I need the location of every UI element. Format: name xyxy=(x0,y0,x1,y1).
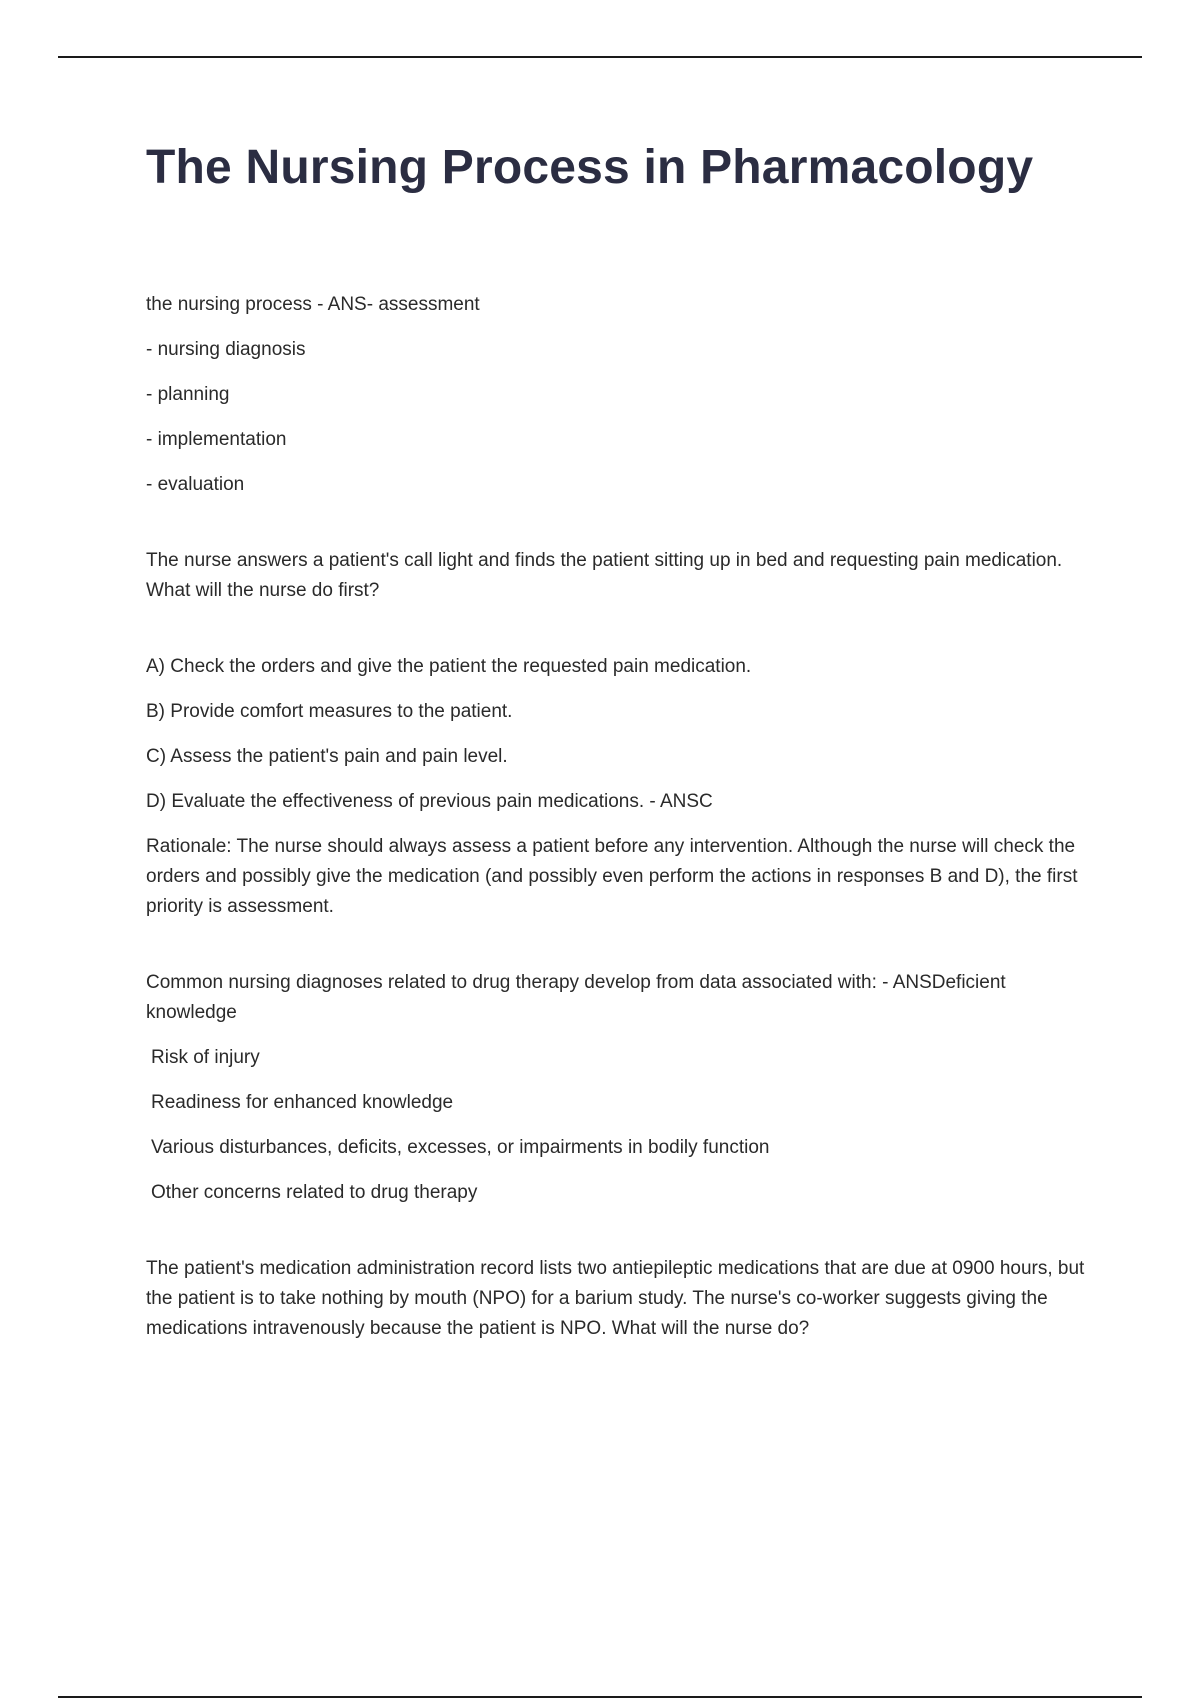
list-item: Other concerns related to drug therapy xyxy=(151,1182,478,1203)
question-text: Common nursing diagnoses related to drug therapy develop from data associated with: - ANSDeficient knowledge xyxy=(146,972,1006,1023)
section-antiepileptic-question xyxy=(146,1254,1086,1344)
list-item: - implementation xyxy=(146,429,287,450)
bottom-divider xyxy=(58,1696,1142,1698)
list-item: - planning xyxy=(146,384,230,405)
list-item: - evaluation xyxy=(146,474,245,495)
question-text: The nurse answers a patient's call light and finds the patient sitting up in bed and requesting pain medication. What will the nurse do first? xyxy=(146,550,1063,601)
document-body xyxy=(146,290,1086,1359)
top-divider xyxy=(58,56,1142,58)
list-item: the nursing process - ANS- assessment xyxy=(146,294,480,315)
section-call-light-question xyxy=(146,546,1086,922)
answer-option: A) Check the orders and give the patient the requested pain medication. xyxy=(146,656,752,677)
section-nursing-diagnoses xyxy=(146,968,1086,1208)
list-item: Various disturbances, deficits, excesses, or impairments in bodily function xyxy=(151,1137,770,1158)
list-item: Risk of injury xyxy=(151,1047,260,1068)
page-title: The Nursing Process in Pharmacology xyxy=(146,141,1034,194)
answer-option: C) Assess the patient's pain and pain level. xyxy=(146,746,508,767)
section-nursing-process xyxy=(146,290,1086,500)
question-text: The patient's medication administration record lists two antiepileptic medications that are due at 0900 hours, but the patient is to take nothing by mouth (NPO) for a barium study. The nurse's co-worker suggests giving the medications intravenously because the patient is NPO. What will the nurse do? xyxy=(146,1258,1085,1339)
list-item: Readiness for enhanced knowledge xyxy=(151,1092,454,1113)
answer-option: B) Provide comfort measures to the patient. xyxy=(146,701,513,722)
rationale-text: Rationale: The nurse should always assess a patient before any intervention. Although the nurse will check the orders and possibly give the medication (and possibly even perform the actions in responses B and D), the first priority is assessment. xyxy=(146,836,1078,917)
answer-option: D) Evaluate the effectiveness of previous pain medications. - ANSC xyxy=(146,791,713,812)
list-item: - nursing diagnosis xyxy=(146,339,306,360)
